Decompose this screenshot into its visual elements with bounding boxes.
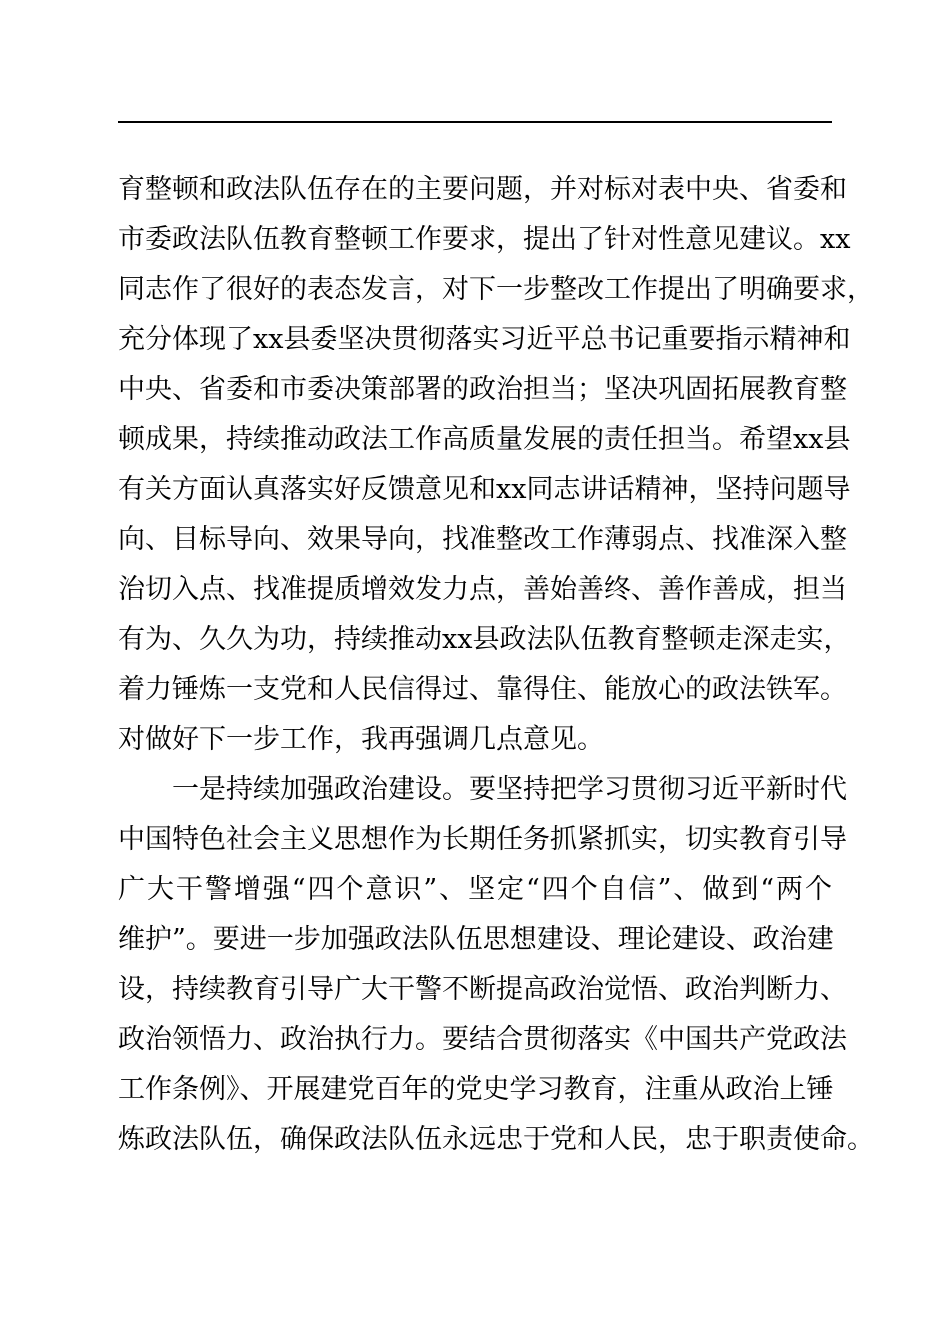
text-line: 政治领悟力、政治执行力。要结合贯彻落实《中国共产党政法 xyxy=(118,1024,847,1055)
text-line: 对做好下一步工作，我再强调几点意见。 xyxy=(118,724,604,755)
text-line: 充分体现了xx县委坚决贯彻落实习近平总书记重要指示精神和 xyxy=(118,324,851,355)
text-line: 工作条例》、开展建党百年的党史学习教育，注重从政治上锤 xyxy=(118,1074,834,1105)
text-line: 市委政法队伍教育整顿工作要求，提出了针对性意见建议。xx xyxy=(118,224,851,255)
text-line: 育整顿和政法队伍存在的主要问题，并对标对表中央、省委和 xyxy=(118,174,847,205)
text-line: 中央、省委和市委决策部署的政治担当；坚决巩固拓展教育整 xyxy=(118,374,847,405)
text-line: 中国特色社会主义思想作为长期任务抓紧抓实，切实教育引导 xyxy=(118,824,847,855)
text-line: 顿成果，持续推动政法工作高质量发展的责任担当。希望xx县 xyxy=(118,424,851,455)
text-line: 有关方面认真落实好反馈意见和xx同志讲话精神，坚持问题导 xyxy=(118,474,851,505)
text-line: 一是持续加强政治建设。要坚持把学习贯彻习近平新时代 xyxy=(172,774,847,805)
text-line: 广大干警增强“四个意识”、坚定“四个自信”、做到“两个 xyxy=(118,874,832,905)
text-line: 治切入点、找准提质增效发力点，善始善终、善作善成，担当 xyxy=(118,574,847,605)
text-line: 向、目标导向、效果导向，找准整改工作薄弱点、找准深入整 xyxy=(118,524,847,555)
paragraph-continuation xyxy=(118,165,874,765)
text-line: 炼政法队伍，确保政法队伍永远忠于党和人民，忠于职责使命。 xyxy=(118,1124,874,1155)
text-line: 有为、久久为功，持续推动xx县政法队伍教育整顿走深走实， xyxy=(118,624,851,655)
paragraph-political-building xyxy=(118,765,874,1165)
text-line: 维护”。要进一步加强政法队伍思想建设、理论建设、政治建 xyxy=(118,924,834,955)
body-text xyxy=(118,165,874,1165)
header-rule xyxy=(118,121,832,123)
text-line: 着力锤炼一支党和人民信得过、靠得住、能放心的政法铁军。 xyxy=(118,674,847,705)
text-line: 设，持续教育引导广大干警不断提高政治觉悟、政治判断力、 xyxy=(118,974,847,1005)
text-line: 同志作了很好的表态发言，对下一步整改工作提出了明确要求， xyxy=(118,274,874,305)
